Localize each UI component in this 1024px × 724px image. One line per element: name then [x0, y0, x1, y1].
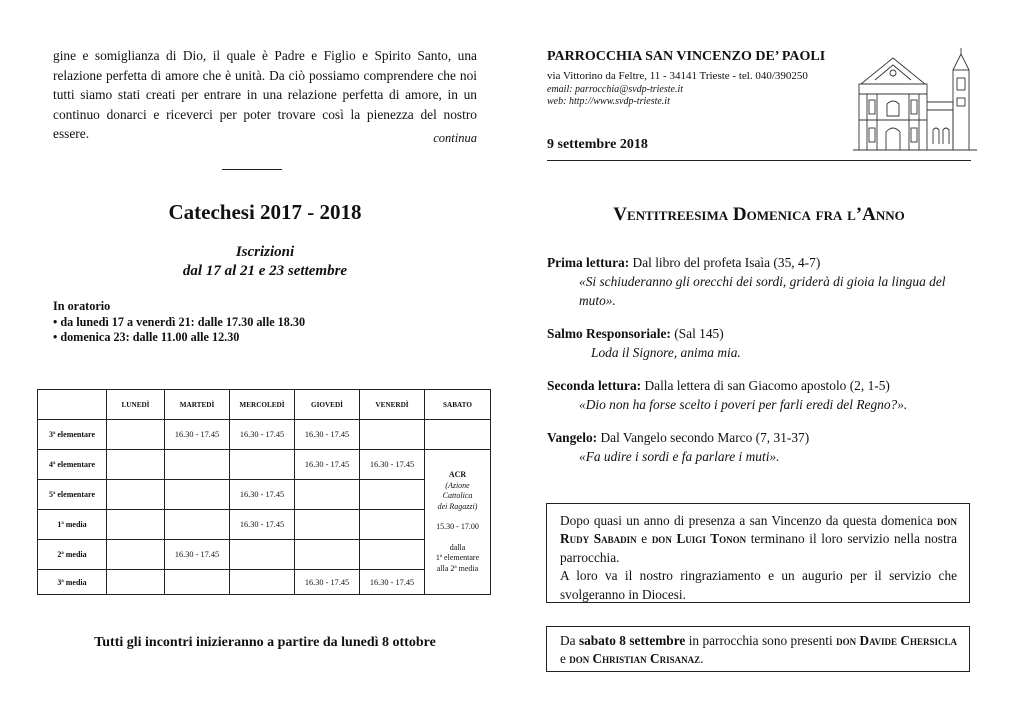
reading-label: Seconda lettura: [547, 378, 642, 393]
reading-quote: «Si schiuderanno gli orecchi dei sordi, griderà di gioia la lingua del muto». [579, 274, 946, 308]
sunday-title: Ventitreesima Domenica fra l’Anno [613, 204, 905, 225]
reading-source: Dal libro del profeta Isaìa (35, 4-7) [629, 255, 821, 270]
header-cell [38, 390, 107, 420]
iscrizioni-dates: dal 17 al 21 e 23 settembre [182, 263, 348, 279]
priest-name: don Davide Chersicla [836, 633, 957, 648]
sabato-acr-cell [425, 450, 491, 595]
farewell-paragraph [560, 512, 957, 567]
notice-text: e [636, 531, 652, 547]
table-cell [230, 540, 295, 570]
oratorio-label: In oratorio [53, 299, 111, 313]
acr-full-3: dei Ragazzi) [437, 501, 478, 511]
reading-label: Vangelo: [547, 430, 598, 445]
table-cell: 16.30 - 17.45 [295, 570, 360, 595]
table-cell [165, 480, 230, 510]
iscrizioni-heading [53, 243, 477, 281]
parish-name: PARROCCHIA SAN VINCENZO DE’ PAOLI [547, 49, 826, 64]
table-cell: 16.30 - 17.45 [295, 450, 360, 480]
table-cell [165, 450, 230, 480]
table-cell: 16.30 - 17.45 [360, 450, 425, 480]
acr-time: 15.30 - 17.00 [436, 522, 479, 531]
catechesi-schedule-table [37, 389, 491, 595]
acr-label: ACR [448, 470, 467, 479]
reading-prima [547, 253, 971, 310]
acr-full-2: Cattolica [442, 491, 473, 500]
table-cell [107, 450, 165, 480]
table-cell [360, 540, 425, 570]
parish-email: email: parrocchia@svdp-trieste.it [547, 84, 684, 95]
intro-paragraph [53, 46, 477, 144]
table-cell [165, 510, 230, 540]
table-cell [230, 450, 295, 480]
catechesi-title: Catechesi 2017 - 2018 [168, 200, 362, 224]
reading-source: (Sal 145) [670, 326, 724, 341]
row-label: 4ª elementare [38, 450, 107, 480]
table-cell [107, 570, 165, 595]
table-row [38, 570, 491, 595]
table-cell [107, 510, 165, 540]
reading-quote: «Dio non ha forse scelto i poveri per farli eredi del Regno?». [579, 397, 908, 412]
notice-text: . [700, 651, 704, 667]
table-cell [230, 570, 295, 595]
table-cell [360, 480, 425, 510]
table-cell [107, 420, 165, 450]
priest-name: don Rudy Sabadin [560, 513, 957, 547]
notice-date: sabato 8 settembre [578, 633, 686, 648]
reading-vangelo [547, 428, 971, 466]
notice-text: Da [560, 633, 579, 648]
reading-label: Salmo Responsoriale: [547, 326, 671, 341]
table-cell: 16.30 - 17.45 [295, 420, 360, 450]
table-cell: 16.30 - 17.45 [230, 480, 295, 510]
oratorio-info [53, 299, 477, 346]
table-cell: 16.30 - 17.45 [165, 420, 230, 450]
notice-box-new-priests [546, 626, 970, 672]
notice-box-farewell [546, 503, 970, 603]
separator-line [222, 169, 282, 170]
table-row [38, 420, 491, 450]
row-label: 2ª media [38, 540, 107, 570]
table-row [38, 480, 491, 510]
reading-salmo [547, 324, 971, 362]
church-drawing-icon [853, 44, 977, 158]
table-row [38, 510, 491, 540]
reading-source: Dal Vangelo secondo Marco (7, 31-37) [597, 430, 810, 445]
reading-quote: Loda il Signore, anima mia. [591, 345, 741, 360]
table-header-row [38, 390, 491, 420]
incontri-start-note: Tutti gli incontri inizieranno a partire da lunedì 8 ottobre [94, 635, 436, 650]
row-label: 3ª media [38, 570, 107, 595]
notice-text: Dopo quasi un anno di presenza a san Vincenzo da questa domenica [560, 513, 937, 528]
notice-text: in parrocchia sono presenti [685, 633, 837, 648]
header-cell: LUNEDÌ [107, 390, 165, 420]
header-cell: MARTEDÌ [165, 390, 230, 420]
table-row [38, 450, 491, 480]
row-label: 1ª media [38, 510, 107, 540]
header-cell: MERCOLEDÌ [230, 390, 295, 420]
oratorio-line-2: • domenica 23: dalle 11.00 alle 12.30 [53, 330, 240, 344]
reading-seconda [547, 376, 971, 414]
header-cell: VENERDÌ [360, 390, 425, 420]
table-cell [295, 480, 360, 510]
intro-text: gine e somiglianza di Dio, il quale è Padre e Figlio e Spirito Santo, una relazione perfetta di amore che è unità. Da ciò possiamo comprendere che noi tutti siamo stati creati per entrare in una relazione perfetta di amore, in un continuo donarci e riceverci per poter trovare così la pienezza del nostro essere. [53, 48, 477, 141]
acr-note-3: alla 2ª media [436, 563, 479, 573]
priest-name: don Christian Crisanaz [569, 651, 701, 667]
acr-note-1: dalla [449, 542, 466, 552]
reading-quote: «Fa udire i sordi e fa parlare i muti». [579, 449, 780, 464]
table-cell [295, 510, 360, 540]
row-label: 3ª elementare [38, 420, 107, 450]
oratorio-line-1: • da lunedì 17 a venerdì 21: dalle 17.30 alle 18.30 [53, 314, 306, 329]
table-cell: 16.30 - 17.45 [230, 420, 295, 450]
row-label: 5ª elementare [38, 480, 107, 510]
header-cell: GIOVEDÌ [295, 390, 360, 420]
parish-address: via Vittorino da Feltre, 11 - 34141 Trieste - tel. 040/390250 [547, 70, 808, 82]
table-cell [360, 510, 425, 540]
table-cell [165, 570, 230, 595]
table-cell: 16.30 - 17.45 [360, 570, 425, 595]
acr-note-2: 1ª elementare [435, 553, 480, 562]
table-cell: 16.30 - 17.45 [165, 540, 230, 570]
table-cell: 16.30 - 17.45 [230, 510, 295, 540]
reading-label: Prima lettura: [547, 255, 630, 270]
table-cell [360, 420, 425, 450]
table-cell [425, 420, 491, 450]
continua-label: continua [433, 131, 477, 145]
thanks-paragraph: A loro va il nostro ringraziamento e un augurio per il servizio che svolgeranno in Diocesi. [560, 568, 957, 602]
reading-source: Dalla lettera di san Giacomo apostolo (2, 1-5) [641, 378, 890, 393]
iscrizioni-label: Iscrizioni [235, 244, 295, 260]
priest-name: don Luigi Tonon [651, 531, 747, 547]
table-cell [107, 540, 165, 570]
parish-web: web: http://www.svdp-trieste.it [547, 96, 670, 107]
acr-full-1: (Azione [445, 480, 470, 490]
table-cell [107, 480, 165, 510]
header-rule [547, 160, 971, 161]
bulletin-date: 9 settembre 2018 [547, 137, 648, 152]
notice-text: terminano il loro servizio nella nostra parrocchia. [560, 531, 957, 565]
table-cell [295, 540, 360, 570]
notice-text: e [560, 651, 570, 667]
header-cell: SABATO [425, 390, 491, 420]
table-row [38, 540, 491, 570]
